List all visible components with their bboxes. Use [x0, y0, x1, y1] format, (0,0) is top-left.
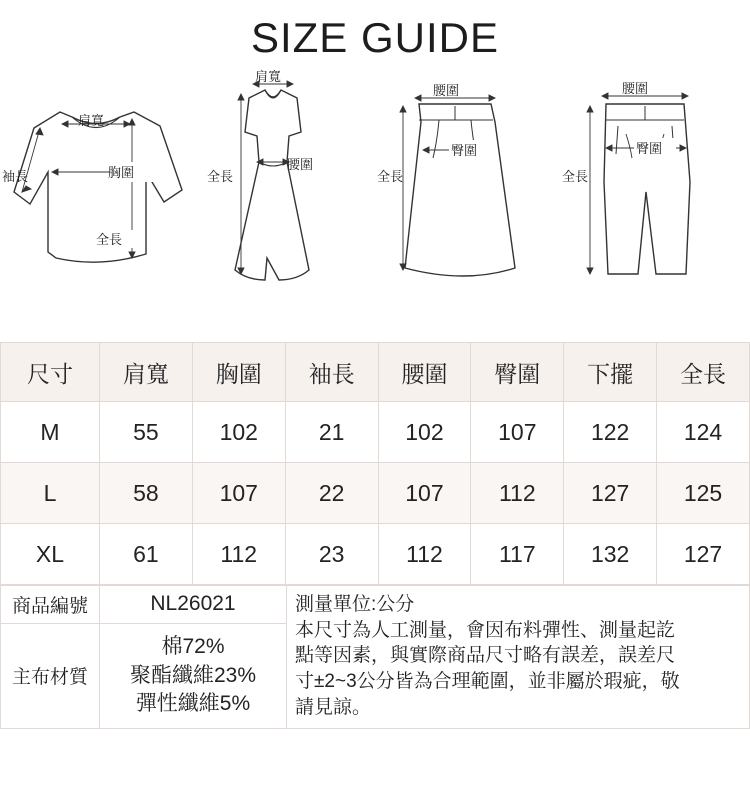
diagram-trousers [560, 62, 750, 342]
cell-size: M [1, 402, 100, 463]
product-number-row [1, 586, 750, 624]
skirt-illustration [375, 62, 555, 342]
cell-hip: 107 [471, 402, 564, 463]
cell-hem: 127 [564, 463, 657, 524]
cell-length: 124 [657, 402, 750, 463]
header-size: 尺寸 [1, 343, 100, 402]
label-full-length: 全長 [377, 169, 404, 184]
size-table-body [1, 402, 750, 585]
size-table-header-row [1, 343, 750, 402]
trousers-illustration [560, 62, 750, 342]
note-line-5: 請見諒。 [295, 696, 372, 718]
measurement-note [287, 586, 750, 729]
size-table-head [1, 343, 750, 402]
page-title: SIZE GUIDE [250, 14, 500, 61]
material-value [100, 623, 287, 729]
header-waist: 腰圍 [378, 343, 471, 402]
table-row [1, 402, 750, 463]
cell-shoulder: 58 [100, 463, 193, 524]
cell-size: XL [1, 524, 100, 585]
cell-length: 127 [657, 524, 750, 585]
material-line-3: 彈性纖維5% [135, 692, 251, 716]
note-line-1: 測量單位:公分 [295, 594, 415, 615]
cell-waist: 107 [378, 463, 471, 524]
label-waist: 腰圍 [433, 83, 460, 98]
label-full-length: 全長 [562, 169, 589, 184]
cell-sleeve: 22 [285, 463, 378, 524]
label-hip: 臀圍 [451, 143, 478, 158]
cell-sleeve: 21 [285, 402, 378, 463]
long-sleeve-top-illustration [0, 62, 200, 342]
garment-diagrams [0, 62, 750, 342]
cell-hem: 122 [564, 402, 657, 463]
cell-waist: 112 [378, 524, 471, 585]
header-length: 全長 [657, 343, 750, 402]
product-info-table [0, 585, 750, 729]
label-hip: 臀圍 [636, 141, 663, 156]
cell-sleeve: 23 [285, 524, 378, 585]
note-line-2: 本尺寸為人工測量，會因布料彈性、測量起訖 [295, 619, 676, 641]
product-number-label: 商品編號 [1, 586, 100, 624]
cell-size: L [1, 463, 100, 524]
material-line-2: 聚酯纖維23% [129, 663, 257, 687]
table-row [1, 463, 750, 524]
label-waist: 腰圍 [287, 157, 314, 172]
diagram-sleeveless-dress [205, 62, 380, 342]
material-line-1: 棉72% [161, 635, 225, 659]
label-full-length: 全長 [207, 169, 234, 184]
cell-waist: 102 [378, 402, 471, 463]
cell-shoulder: 55 [100, 402, 193, 463]
label-chest: 胸圍 [108, 165, 135, 180]
sleeveless-dress-illustration [205, 62, 380, 342]
cell-chest: 107 [192, 463, 285, 524]
note-line-3: 點等因素，與實際商品尺寸略有誤差，誤差尺 [295, 645, 676, 667]
label-waist: 腰圍 [622, 81, 649, 96]
header-sleeve: 袖長 [285, 343, 378, 402]
cell-length: 125 [657, 463, 750, 524]
label-full-length: 全長 [96, 232, 123, 247]
size-table [0, 342, 750, 585]
header-shoulder: 肩寬 [100, 343, 193, 402]
diagram-long-sleeve-top [0, 62, 200, 342]
label-shoulder-width: 肩寬 [78, 113, 105, 128]
header-hem: 下擺 [564, 343, 657, 402]
product-number-value: NL26021 [100, 586, 287, 624]
label-sleeve-length: 袖長 [2, 169, 29, 184]
label-shoulder-width: 肩寬 [255, 69, 282, 84]
cell-hem: 132 [564, 524, 657, 585]
cell-chest: 112 [192, 524, 285, 585]
cell-shoulder: 61 [100, 524, 193, 585]
header-hip: 臀圍 [471, 343, 564, 402]
table-row [1, 524, 750, 585]
header-chest: 胸圍 [192, 343, 285, 402]
cell-hip: 117 [471, 524, 564, 585]
cell-chest: 102 [192, 402, 285, 463]
material-label: 主布材質 [1, 623, 100, 729]
diagram-skirt [375, 62, 555, 342]
cell-hip: 112 [471, 463, 564, 524]
note-line-4: 寸±2~3公分皆為合理範圍，並非屬於瑕疵，敬 [295, 670, 680, 692]
